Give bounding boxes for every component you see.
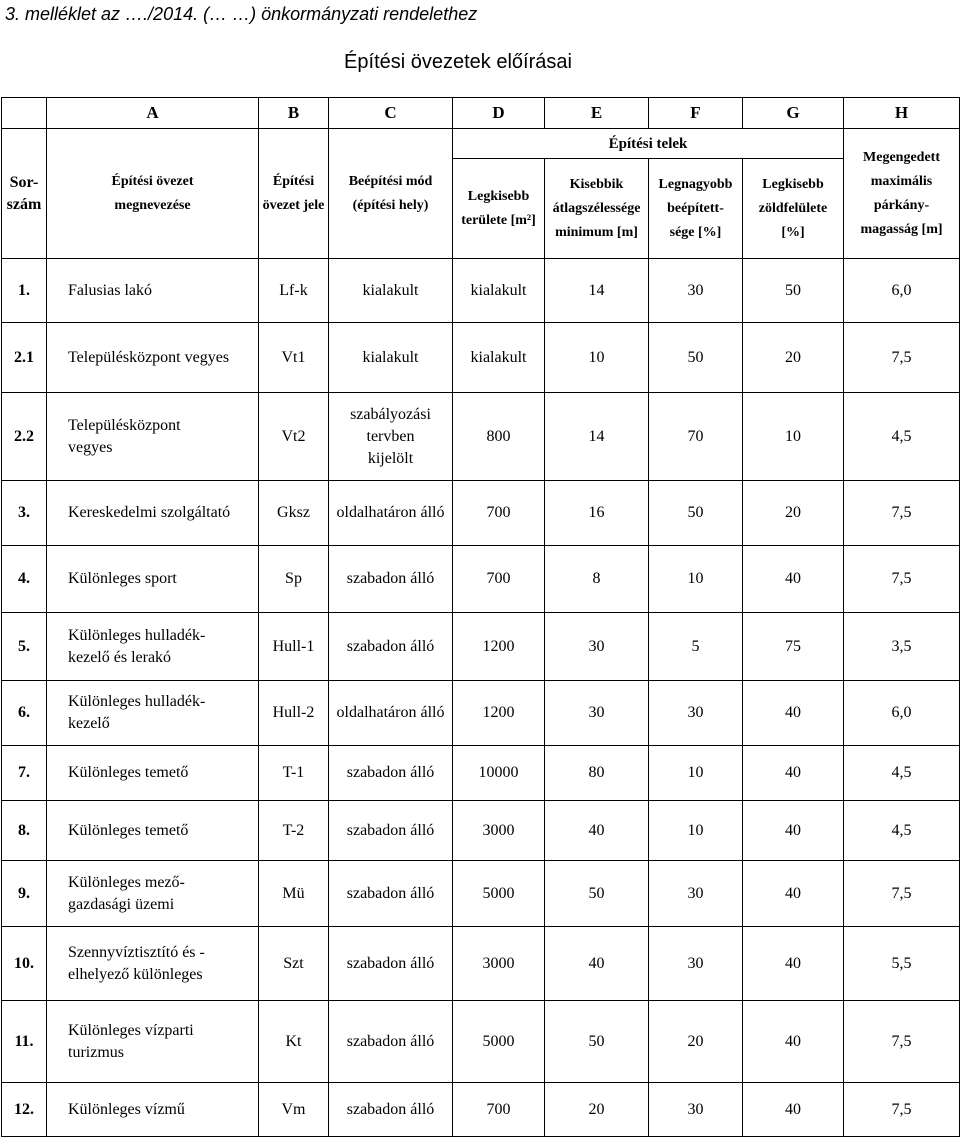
- max-cornice-height: 7,5: [844, 323, 960, 393]
- table-row: [2, 801, 960, 861]
- zone-name: Településközpont vegyes: [47, 323, 259, 393]
- zone-name-header: Építési övezet megnevezése: [47, 129, 259, 259]
- zone-code: Vt2: [259, 393, 329, 481]
- column-letter: D: [453, 98, 545, 129]
- zone-code: Vt1: [259, 323, 329, 393]
- zone-code: Kt: [259, 1001, 329, 1083]
- min-green-area-header: Legkisebb zöldfelülete [%]: [743, 159, 844, 259]
- column-letter: F: [649, 98, 743, 129]
- min-green-area: 20: [743, 323, 844, 393]
- zone-code: Gksz: [259, 481, 329, 546]
- max-coverage: 50: [649, 481, 743, 546]
- row-number: 5.: [2, 613, 47, 681]
- row-number: 9.: [2, 861, 47, 927]
- max-cornice-height: 7,5: [844, 1083, 960, 1137]
- zone-name: Különleges hulladék- kezelő: [47, 681, 259, 746]
- building-mode-header: Beépítési mód (építési hely): [329, 129, 453, 259]
- column-letter: C: [329, 98, 453, 129]
- min-plot-breadth-header: Kisebbik átlagszélessége minimum [m]: [545, 159, 649, 259]
- row-number: 10.: [2, 927, 47, 1001]
- annex-reference: 3. melléklet az …./2014. (… …) önkormányzati rendelethez: [5, 4, 478, 24]
- row-number: 4.: [2, 546, 47, 613]
- max-cornice-height: 7,5: [844, 861, 960, 927]
- zone-name: Különleges temető: [47, 801, 259, 861]
- page-title: Építési övezetek előírásai: [344, 51, 572, 73]
- zone-code: Vm: [259, 1083, 329, 1137]
- zone-code: T-1: [259, 746, 329, 801]
- min-green-area: 40: [743, 927, 844, 1001]
- min-plot-area: 700: [453, 546, 545, 613]
- max-coverage: 30: [649, 927, 743, 1001]
- zone-code: Mü: [259, 861, 329, 927]
- min-green-area: 40: [743, 681, 844, 746]
- table-row: [2, 927, 960, 1001]
- min-green-area: 40: [743, 1001, 844, 1083]
- row-number-header: Sor- szám: [2, 129, 47, 259]
- zone-name: Kereskedelmi szolgáltató: [47, 481, 259, 546]
- max-coverage: 30: [649, 681, 743, 746]
- row-number: 3.: [2, 481, 47, 546]
- column-letter: A: [47, 98, 259, 129]
- building-mode: szabadon álló: [329, 746, 453, 801]
- building-mode: szabadon álló: [329, 801, 453, 861]
- column-letter-row: [2, 98, 960, 129]
- building-mode: szabadon álló: [329, 546, 453, 613]
- building-mode: oldalhatáron álló: [329, 681, 453, 746]
- min-plot-area: 3000: [453, 927, 545, 1001]
- zone-name: Településközpont vegyes: [47, 393, 259, 481]
- zone-code: Hull-2: [259, 681, 329, 746]
- empty-corner-cell: [2, 98, 47, 129]
- min-plot-area: kialakult: [453, 259, 545, 323]
- min-plot-breadth: 40: [545, 927, 649, 1001]
- zone-code: T-2: [259, 801, 329, 861]
- max-coverage: 10: [649, 801, 743, 861]
- max-coverage: 50: [649, 323, 743, 393]
- max-cornice-height: 4,5: [844, 746, 960, 801]
- zone-name: Különleges temető: [47, 746, 259, 801]
- min-plot-breadth: 20: [545, 1083, 649, 1137]
- max-coverage: 30: [649, 861, 743, 927]
- table-row: [2, 1001, 960, 1083]
- row-number: 7.: [2, 746, 47, 801]
- zone-code: Szt: [259, 927, 329, 1001]
- min-plot-area: 700: [453, 1083, 545, 1137]
- zone-code: Hull-1: [259, 613, 329, 681]
- max-coverage: 70: [649, 393, 743, 481]
- min-plot-breadth: 40: [545, 801, 649, 861]
- zone-code: Sp: [259, 546, 329, 613]
- min-plot-area: 5000: [453, 1001, 545, 1083]
- table-row: [2, 481, 960, 546]
- max-coverage: 10: [649, 746, 743, 801]
- row-number: 12.: [2, 1083, 47, 1137]
- min-plot-breadth: 50: [545, 1001, 649, 1083]
- table-row: [2, 546, 960, 613]
- min-plot-area: 3000: [453, 801, 545, 861]
- min-plot-breadth: 30: [545, 613, 649, 681]
- min-plot-area: 800: [453, 393, 545, 481]
- max-cornice-height-header: Megengedett maximális párkány- magasság [m]: [844, 129, 960, 259]
- min-plot-area: 10000: [453, 746, 545, 801]
- min-plot-area-header: Legkisebb területe [m²]: [453, 159, 545, 259]
- min-plot-breadth: 10: [545, 323, 649, 393]
- zone-name: Különleges vízmű: [47, 1083, 259, 1137]
- min-green-area: 40: [743, 746, 844, 801]
- min-plot-breadth: 80: [545, 746, 649, 801]
- table-row: [2, 746, 960, 801]
- min-plot-breadth: 16: [545, 481, 649, 546]
- building-mode: oldalhatáron álló: [329, 481, 453, 546]
- zone-name: Szennyvíztisztító és - elhelyező különleges: [47, 927, 259, 1001]
- min-green-area: 40: [743, 1083, 844, 1137]
- max-cornice-height: 6,0: [844, 681, 960, 746]
- zone-name: Különleges hulladék- kezelő és lerakó: [47, 613, 259, 681]
- max-coverage: 20: [649, 1001, 743, 1083]
- min-green-area: 75: [743, 613, 844, 681]
- zone-code-header: Építési övezet jele: [259, 129, 329, 259]
- min-plot-area: kialakult: [453, 323, 545, 393]
- max-coverage: 30: [649, 1083, 743, 1137]
- max-coverage: 5: [649, 613, 743, 681]
- min-plot-area: 700: [453, 481, 545, 546]
- building-mode: kialakult: [329, 259, 453, 323]
- building-mode: szabadon álló: [329, 1083, 453, 1137]
- max-cornice-height: 4,5: [844, 801, 960, 861]
- table-row: [2, 681, 960, 746]
- column-letter: H: [844, 98, 960, 129]
- building-mode: szabályozási tervben kijelölt: [329, 393, 453, 481]
- row-number: 11.: [2, 1001, 47, 1083]
- plot-group-header: Építési telek: [453, 129, 844, 159]
- row-number: 1.: [2, 259, 47, 323]
- min-green-area: 40: [743, 801, 844, 861]
- min-green-area: 50: [743, 259, 844, 323]
- row-number: 8.: [2, 801, 47, 861]
- min-plot-breadth: 30: [545, 681, 649, 746]
- min-plot-breadth: 14: [545, 393, 649, 481]
- max-cornice-height: 6,0: [844, 259, 960, 323]
- column-letter: G: [743, 98, 844, 129]
- max-cornice-height: 7,5: [844, 481, 960, 546]
- header-row: [2, 129, 960, 159]
- zone-name: Különleges sport: [47, 546, 259, 613]
- min-green-area: 40: [743, 861, 844, 927]
- max-coverage: 10: [649, 546, 743, 613]
- max-coverage-header: Legnagyobb beépített- sége [%]: [649, 159, 743, 259]
- max-cornice-height: 3,5: [844, 613, 960, 681]
- zone-name: Különleges mező- gazdasági üzemi: [47, 861, 259, 927]
- min-plot-area: 5000: [453, 861, 545, 927]
- building-mode: kialakult: [329, 323, 453, 393]
- row-number: 2.1: [2, 323, 47, 393]
- table-row: [2, 861, 960, 927]
- min-plot-breadth: 14: [545, 259, 649, 323]
- max-cornice-height: 5,5: [844, 927, 960, 1001]
- table-row: [2, 323, 960, 393]
- row-number: 6.: [2, 681, 47, 746]
- min-plot-breadth: 50: [545, 861, 649, 927]
- building-mode: szabadon álló: [329, 861, 453, 927]
- zone-name: Különleges vízparti turizmus: [47, 1001, 259, 1083]
- building-mode: szabadon álló: [329, 613, 453, 681]
- table-row: [2, 393, 960, 481]
- row-number: 2.2: [2, 393, 47, 481]
- min-green-area: 10: [743, 393, 844, 481]
- zone-name: Falusias lakó: [47, 259, 259, 323]
- table-row: [2, 613, 960, 681]
- zone-code: Lf-k: [259, 259, 329, 323]
- building-mode: szabadon álló: [329, 927, 453, 1001]
- min-green-area: 40: [743, 546, 844, 613]
- max-cornice-height: 7,5: [844, 1001, 960, 1083]
- column-letter: E: [545, 98, 649, 129]
- min-plot-breadth: 8: [545, 546, 649, 613]
- zoning-regulations-table: [1, 97, 960, 1137]
- building-mode: szabadon álló: [329, 1001, 453, 1083]
- table-row: [2, 1083, 960, 1137]
- min-plot-area: 1200: [453, 613, 545, 681]
- column-letter: B: [259, 98, 329, 129]
- min-plot-area: 1200: [453, 681, 545, 746]
- min-green-area: 20: [743, 481, 844, 546]
- max-cornice-height: 4,5: [844, 393, 960, 481]
- table-row: [2, 259, 960, 323]
- max-cornice-height: 7,5: [844, 546, 960, 613]
- max-coverage: 30: [649, 259, 743, 323]
